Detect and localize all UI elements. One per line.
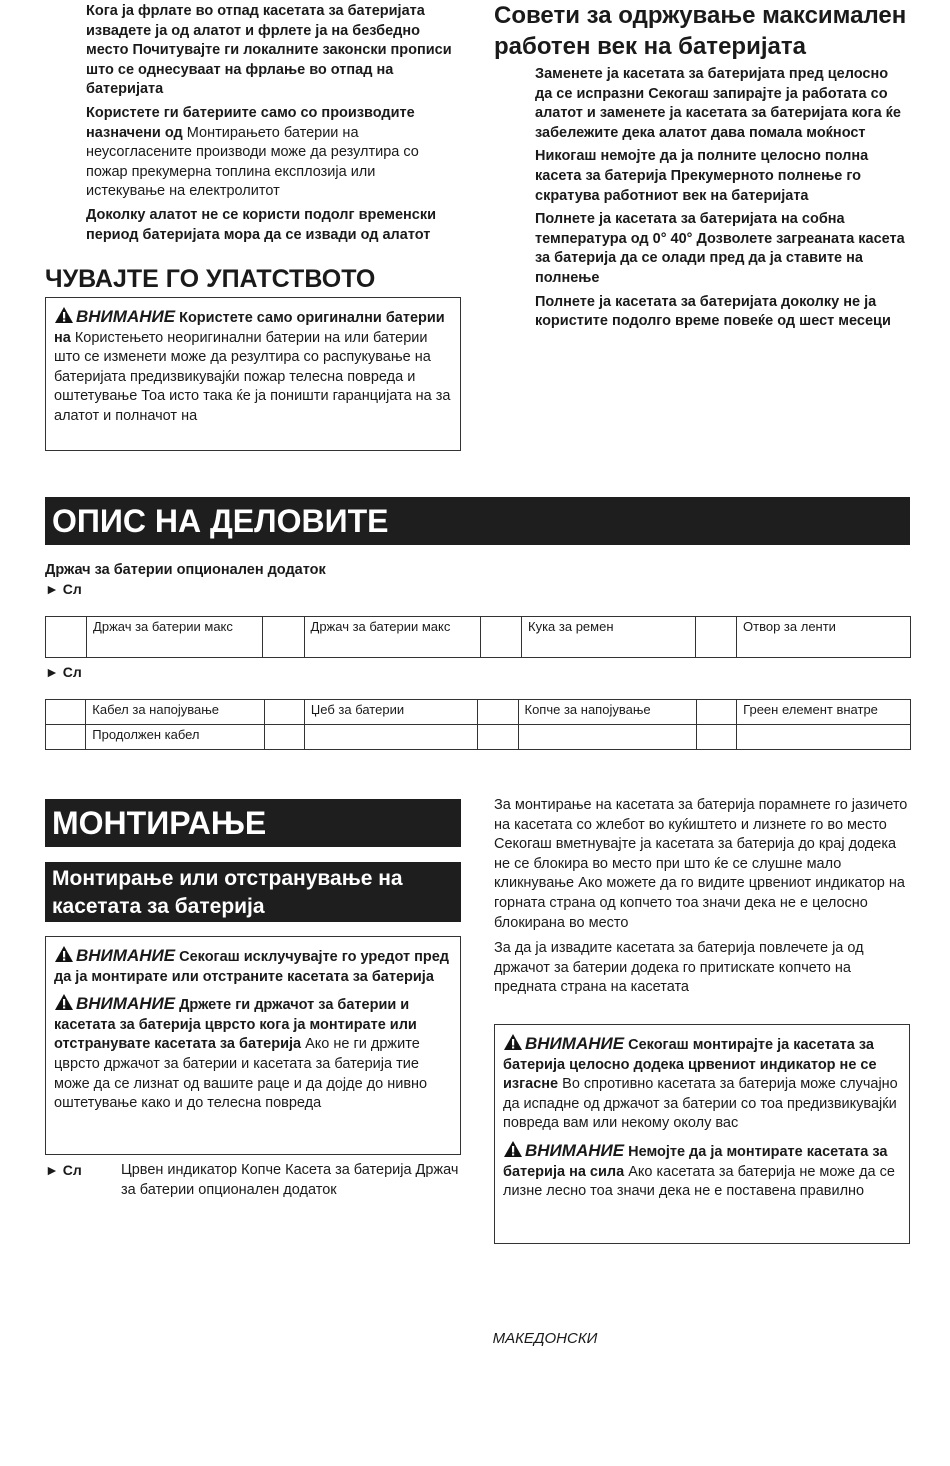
part-label: Кабел за напојување [92,702,220,717]
warning-icon [503,1033,523,1051]
table-cell-label [304,700,477,725]
warning-rest: Користењето неоригинални батерии на или батерии што се изменети може да резултира со распукување на батеријата предизвикувајќи пожар телесна повреда и оштетување Тоа исто така ќе ја поништи гаранцијата на за алатот и полначот на [54,329,451,424]
long-storage-paragraph: Доколку алатот не се користи подолг временски период батеријата мора да се извади од алатот [86,206,437,243]
warning-box-installation [494,1024,910,1244]
warning-bold: Немојте да ја монтирате касетата за батерија на сила [503,1143,888,1180]
figure-reference: ► Сл [45,1162,82,1178]
part-label: Џеб за батерии [310,702,405,717]
warning-title: ВНИМАНИЕ [76,307,176,326]
warning-icon [54,993,74,1011]
part-label: Копче за напојување [524,702,651,717]
warning-title: ВНИМАНИЕ [76,994,176,1014]
warning-text [503,1033,902,1134]
warning-bold: Користете само оригинални батерии на [54,310,445,346]
left-top-column [86,2,458,245]
warning-title: ВНИМАНИЕ [76,946,176,965]
table-cell-number [478,725,518,750]
table-cell-label [304,617,480,658]
table-row [46,700,911,725]
part-label: Продолжен кабел [92,727,200,742]
warning-icon [54,306,74,324]
warning-rest: Ако не ги држите цврсто држачот за батерии и касетата за батерија тие може да се лизнат од вашите раце и да дојде до нивно оштетување како и до телесна повреда [54,1036,428,1112]
parts-table-2 [45,699,911,750]
warning-text [54,993,453,1114]
mounting-banner: МОНТИРАЊЕ [45,799,461,847]
warning-icon [54,945,74,963]
battery-life-heading: Совети за одржување максимален работен век на батеријата [494,2,907,60]
warning-icon [503,1140,523,1158]
part-label: Отвор за ленти [743,619,836,634]
warning-bold: Држете ги држачот за батерии и касетата за батерија цврсто кога ја монтирате или отстранувате касетата за батерија [54,997,417,1053]
table-row [46,617,911,658]
table-cell-label [522,617,696,658]
compatible-products-bold: Користете ги батериите само со производите назначени од [86,104,415,141]
part-label: Држач за батерии макс [310,619,451,634]
remove-paragraph: За да ја извадите касетата за батерија повлечете ја од држачот за батерии додека го притискате копчето на предната страна на касетата [494,940,864,996]
table-cell-number [46,700,86,725]
table-cell-number [264,700,304,725]
install-paragraph: За монтирање на касетата за батерија порамнете го јазичето на касетата со жлебот во куќиштето и лизнете го во место Секогаш вметнувајте ја касетата за батерија до крај додека не се блокира во место при што ќе се слушне мало кликнување Ако можете да го видите црвениот индикатор на горната страна од копчето тоа значи дека не е целосно блокирана во место [494,797,908,931]
save-instructions-heading: ЧУВАЈТЕ ГО УПАТСТВОТО [45,265,376,293]
figure-reference: ► Сл [45,664,82,680]
battery-tips-list [494,65,909,332]
table-cell-number [480,617,521,658]
table-row [46,725,911,750]
warning-text [54,306,453,427]
figure-legend: Црвен индикатор Копче Касета за батерија Држач за батерии опционален додаток [121,1162,459,1198]
table-cell-label [518,725,696,750]
warning-text [503,1140,902,1202]
tip-item: Никогаш немојте да ја полните целосно полна касета за батерија Прекумерното полнење го скратува работниот век на батеријата [535,148,869,204]
warning-bold: Секогаш монтирајте ја касетата за батерија целосно додека црвениот индикатор не се изгасне [503,1037,877,1093]
table-cell-number [696,725,736,750]
warning-rest: Ако касетата за батерија не може да се лизне лесно тоа значи дека не е поставена правилно [503,1163,895,1200]
compatible-products-paragraph [86,104,458,202]
table-cell-label [86,700,264,725]
table-cell-number [696,700,736,725]
tip-item: Заменете ја касетата за батеријата пред целосно да се испразни Секогаш запирајте ја работата со алатот и заменете ја касетата за батеријата кога ќе забележите дека алатот дава помала моќност [535,66,901,141]
warning-box-original-batteries [45,297,461,451]
parts-description-banner: ОПИС НА ДЕЛОВИТЕ [45,497,910,545]
parts-table-1 [45,616,911,658]
table-cell-label [737,617,911,658]
table-cell-number [46,617,87,658]
figure-reference: ► Сл [45,581,82,597]
compatible-products-text: Монтирањето батерии на неусогласените производи може да резултира со пожар прекумерна топлина експлозија или истекување на електролитот [86,124,419,200]
table-cell-label [737,725,911,750]
table-cell-label [518,700,696,725]
table-cell-number [264,725,304,750]
mounting-right-column [494,796,910,998]
battery-holder-subtitle: Држач за батерии опционален додаток [45,562,326,578]
table-cell-label [87,617,263,658]
warning-title: ВНИМАНИЕ [525,1034,625,1053]
mounting-sub-banner: Монтирање или отстранување на касетата за батерија [45,862,461,922]
warning-box-mounting [45,936,461,1155]
warning-title: ВНИМАНИЕ [525,1140,625,1160]
part-label: Греен елемент внатре [743,702,878,717]
table-cell-number [46,725,86,750]
tip-item: Полнете ја касетата за батеријата на собна температура од 0° 40° Дозволете загреаната касета за батерија да се олади пред да ја ставите на полнење [535,211,905,286]
table-cell-label [737,700,911,725]
table-cell-label [86,725,264,750]
part-label: Држач за батерии макс [93,619,233,634]
right-top-column [494,0,909,332]
disposal-paragraph: Кога ја фрлате во отпад касетата за батеријата извадете ја од алатот и фрлете ја на безбедно место Почитувајте ги локалните законски прописи што се однесуваат на фрлање во отпад на батеријата [86,3,452,98]
table-cell-number [696,617,737,658]
table-cell-number [478,700,518,725]
warning-rest: Во спротивно касетата за батерија може случајно да испадне од држачот за батерии со тоа предизвикувајќи повреда вам или некому околу вас [503,1076,898,1132]
warning-bold: Секогаш исклучувајте го уредот пред да ја монтирате или отстраните касетата за батерија [54,949,450,985]
warning-text [54,945,453,987]
part-label: Кука за ремен [528,619,614,634]
page-footer-language: МАКЕДОНСКИ [492,1330,598,1347]
table-cell-label [304,725,477,750]
table-cell-number [263,617,304,658]
tip-item: Полнете ја касетата за батеријата доколку не ја користите подолго време повеќе од шест месеци [535,293,891,330]
